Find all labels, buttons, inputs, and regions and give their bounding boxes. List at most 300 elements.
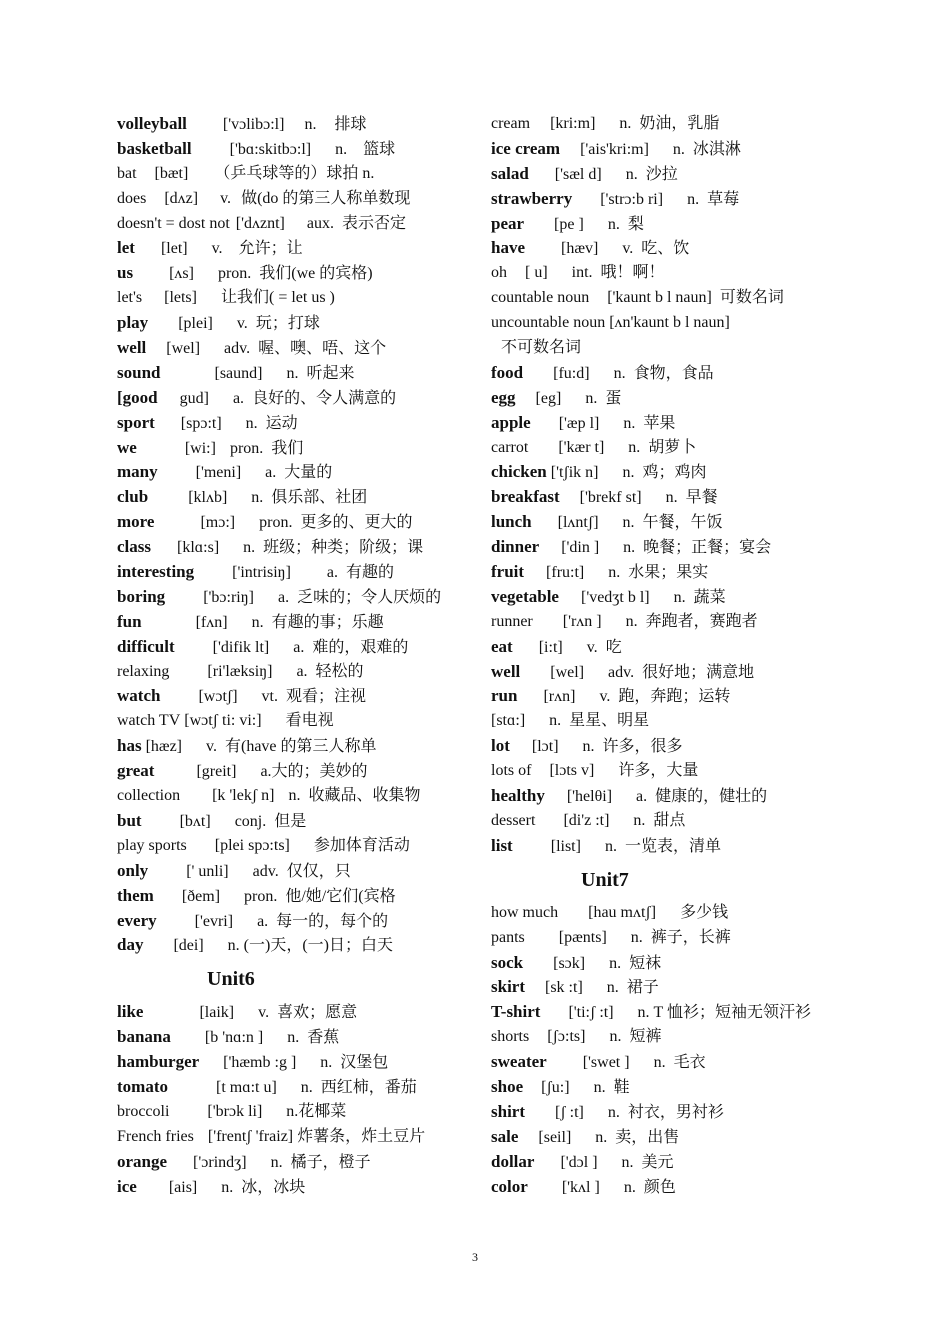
vocab-phonetic: [hæz] <box>145 738 183 756</box>
vocab-entry <box>117 610 477 635</box>
vocab-word: sock <box>491 952 524 972</box>
vocab-phonetic: [spɔ:t] <box>180 414 222 432</box>
vocab-word: only <box>117 860 149 880</box>
vocab-entry <box>491 926 851 951</box>
vocab-entry <box>117 236 477 261</box>
vocab-entry <box>117 784 477 809</box>
vocab-word: many <box>117 462 158 482</box>
vocab-word: more <box>117 512 155 532</box>
unit7-heading: Unit7 <box>581 868 629 891</box>
vocab-phonetic: ['kʌl ] <box>561 1178 600 1196</box>
vocab-entry <box>117 510 477 535</box>
vocab-phonetic: [ri'læksiŋ] <box>207 662 273 680</box>
vocab-meaning: 可数名词 <box>719 289 784 307</box>
vocab-entry <box>491 635 851 660</box>
vocab-word: ice <box>117 1176 137 1196</box>
vocab-part-of-speech: a. <box>277 588 290 606</box>
vocab-meaning: 鸡；鸡肉 <box>642 464 707 482</box>
vocab-word: play sports <box>117 836 187 854</box>
vocab-entry <box>117 460 477 485</box>
vocab-entry <box>117 137 477 162</box>
vocab-entry <box>491 311 851 336</box>
vocab-word: let <box>117 238 135 258</box>
vocab-meaning: 多少钱 <box>680 903 729 921</box>
vocab-entry <box>491 1150 851 1175</box>
vocab-entry <box>491 162 851 187</box>
vocab-word: run <box>491 686 518 706</box>
vocab-meaning: 沙拉 <box>645 165 678 183</box>
vocab-entry <box>491 436 851 461</box>
unit6-vocab-list <box>117 1000 477 1199</box>
vocab-phonetic: ['brekf st] <box>579 489 642 507</box>
vocab-entry <box>117 734 477 759</box>
vocab-part-of-speech: n. <box>288 787 301 805</box>
vocab-part-of-speech: v. <box>236 315 248 333</box>
vocab-part-of-speech: a. <box>257 912 269 930</box>
vocab-meaning: 午餐，午饭 <box>642 514 723 532</box>
vocab-part-of-speech: n. <box>604 837 617 855</box>
vocab-meaning: 食物，食品 <box>633 364 714 382</box>
vocab-phonetic: [sk :t] <box>545 979 583 997</box>
vocab-part-of-speech: n. <box>286 364 299 382</box>
vocab-phonetic: ['vɔlibɔ:l] <box>222 116 285 133</box>
vocab-entry <box>117 286 477 311</box>
vocab-phonetic: [let] <box>160 240 188 258</box>
vocab-word: uncountable noun <box>491 314 606 332</box>
vocab-phonetic: [klʌb] <box>188 489 228 507</box>
vocab-meaning: 吃 <box>605 638 622 656</box>
vocab-word: sound <box>117 362 161 382</box>
vocab-word: but <box>117 810 142 830</box>
vocab-entry <box>117 261 477 286</box>
vocab-entry <box>117 336 477 361</box>
unit5-vocab-list <box>117 112 477 958</box>
vocab-meaning: T 恤衫；短袖无领汗衫 <box>653 1004 812 1022</box>
vocab-part-of-speech: int. <box>571 264 593 282</box>
vocab-meaning: 有趣的 <box>346 564 395 582</box>
vocab-word: well <box>117 338 147 358</box>
vocab-phonetic: [hau mʌtʃ] <box>588 903 657 921</box>
vocab-word: orange <box>117 1151 168 1171</box>
vocab-phonetic: [list] <box>550 837 581 855</box>
vocab-word: difficult <box>117 636 175 656</box>
vocab-part-of-speech: n. <box>653 1054 666 1072</box>
vocab-meaning: 衬衣，男衬衫 <box>627 1103 724 1121</box>
vocab-word: shorts <box>491 1028 530 1046</box>
vocab-part-of-speech: n. <box>613 364 626 382</box>
vocab-part-of-speech: a. <box>293 638 305 656</box>
vocab-meaning: 蔬菜 <box>693 588 726 606</box>
vocab-entry <box>491 759 851 784</box>
vocab-word: pear <box>491 213 525 233</box>
vocab-word: day <box>117 935 144 955</box>
vocab-meaning: 做(do 的第三人称单数现 <box>241 189 411 207</box>
vocab-phonetic: ['hæmb :g ] <box>223 1054 297 1072</box>
vocab-entry <box>117 759 477 784</box>
vocab-meaning: 良好的、令人满意的 <box>252 389 397 407</box>
vocab-part-of-speech: n. <box>227 937 240 955</box>
vocab-word: sale <box>491 1126 519 1146</box>
vocab-word: shoe <box>491 1076 524 1096</box>
vocab-phonetic: [wel] <box>550 663 585 681</box>
vocab-part-of-speech: v. <box>220 189 232 207</box>
vocab-meaning: 汉堡包 <box>340 1054 389 1072</box>
vocab-phonetic: [rʌn] <box>543 688 576 706</box>
vocab-part-of-speech: n. <box>623 414 636 432</box>
vocab-part-of-speech: vt. <box>261 688 278 706</box>
vocab-part-of-speech: a. <box>232 389 245 407</box>
vocab-entry <box>117 162 477 187</box>
vocab-meaning: 哦！啊！ <box>600 264 665 282</box>
vocab-entry <box>117 361 477 386</box>
vocab-part-of-speech: v. <box>622 240 634 258</box>
vocab-meaning: 他/她/它们(宾格 <box>285 887 396 905</box>
vocab-part-of-speech: pron. <box>217 265 252 283</box>
vocab-phonetic: ['ais'kri:m] <box>580 140 649 158</box>
vocab-phonetic: ['kaunt b l naun] <box>607 289 712 307</box>
vocab-phonetic: ['æp l] <box>558 414 600 432</box>
vocab-entry <box>117 436 477 461</box>
vocab-word: lots of <box>491 762 532 780</box>
vocab-meaning: 西红柿，番茄 <box>320 1078 417 1096</box>
vocab-part-of-speech: v. <box>599 688 611 706</box>
vocab-phonetic: ['vedʒt b l] <box>580 588 650 606</box>
vocab-meaning: 我们 <box>271 439 304 457</box>
vocab-word: collection <box>117 787 181 805</box>
vocab-phonetic: ['dɔl ] <box>560 1153 598 1171</box>
vocab-meaning: 很好地；满意地 <box>642 663 755 681</box>
vocab-phonetic: ['strɔ:b ri] <box>600 190 664 208</box>
vocab-word: healthy <box>491 786 545 806</box>
vocab-phonetic: [hæv] <box>561 240 599 258</box>
vocab-phonetic: [fru:t] <box>546 564 585 582</box>
vocab-meaning: 冰淇淋 <box>692 140 741 158</box>
vocab-phonetic: [ʃ :t] <box>555 1103 584 1121</box>
vocab-entry <box>117 1125 477 1150</box>
vocab-word: lot <box>491 736 510 756</box>
vocab-entry <box>117 635 477 660</box>
vocab-meaning: 收藏品、收集物 <box>308 787 421 805</box>
vocab-phonetic: [ðem] <box>181 887 221 905</box>
vocab-entry <box>117 560 477 585</box>
vocab-meaning: 短裤 <box>629 1028 662 1046</box>
vocab-word: basketball <box>117 138 192 158</box>
vocab-part-of-speech: n. <box>549 712 562 730</box>
vocab-phonetic: ['swet ] <box>582 1054 630 1072</box>
vocab-meaning: 轻松的 <box>315 662 364 680</box>
vocab-word: hamburger <box>117 1052 200 1072</box>
vocab-word: watch <box>117 686 161 706</box>
vocab-phonetic: [ʌs] <box>169 265 194 283</box>
vocab-phonetic: [t mɑ:t u] <box>215 1078 277 1096</box>
vocab-meaning: 大的；美妙的 <box>271 763 368 781</box>
vocab-entry <box>117 386 477 411</box>
vocab-meaning: 不可数名词 <box>501 339 582 357</box>
vocab-phonetic: [dei] <box>173 937 204 955</box>
vocab-meaning: 但是 <box>274 812 307 830</box>
vocab-part-of-speech: v. <box>586 638 598 656</box>
vocab-phonetic: [wi:] <box>184 439 216 457</box>
unit7-vocab-list <box>491 901 851 1200</box>
vocab-meaning: 毛衣 <box>673 1054 706 1072</box>
vocab-phonetic: ['meni] <box>195 464 242 482</box>
vocab-entry <box>117 187 477 212</box>
vocab-word: interesting <box>117 562 195 582</box>
vocab-part-of-speech: n. <box>672 140 685 158</box>
vocab-part-of-speech: a. <box>326 564 339 582</box>
vocab-entry <box>491 386 851 411</box>
vocab-meaning: 健康的，健壮的 <box>655 788 768 806</box>
vocab-word: egg <box>491 387 516 407</box>
vocab-part-of-speech: a. <box>636 788 648 806</box>
unit6-vocab-list-continued <box>491 112 851 859</box>
vocab-part-of-speech: n. <box>625 165 638 183</box>
vocab-meaning: 星星、明星 <box>569 712 650 730</box>
vocab-meaning: 大量的 <box>284 464 333 482</box>
vocab-part-of-speech: n. <box>245 414 258 432</box>
vocab-word: doesn't = dost not <box>117 214 230 232</box>
vocab-meaning: 橘子，橙子 <box>290 1153 371 1171</box>
vocab-word: color <box>491 1176 528 1196</box>
vocab-entry <box>117 834 477 859</box>
vocab-phonetic: [eg] <box>535 389 562 407</box>
vocab-entry <box>491 236 851 261</box>
vocab-meaning: 草莓 <box>707 190 740 208</box>
vocab-phonetic: [lɔts v] <box>549 762 595 780</box>
vocab-entry <box>491 1050 851 1075</box>
vocab-word: class <box>117 537 151 557</box>
vocab-word: has <box>117 736 142 756</box>
vocab-part-of-speech: n. <box>665 489 678 507</box>
vocab-meaning: 美元 <box>641 1153 674 1171</box>
vocab-word: boring <box>117 586 166 606</box>
vocab-entry <box>117 809 477 834</box>
vocab-phonetic: [fʌn] <box>195 613 228 631</box>
vocab-entry <box>117 660 477 685</box>
vocab-phonetic: [sɔk] <box>553 954 586 972</box>
vocab-meaning: 我们(we 的宾格) <box>259 265 373 283</box>
vocab-part-of-speech: n. <box>623 1178 636 1196</box>
vocab-phonetic: [b 'nɑ:n ] <box>204 1029 264 1047</box>
vocab-entry <box>117 884 477 909</box>
vocab-entry <box>491 975 851 1000</box>
vocab-part-of-speech: n. <box>687 190 700 208</box>
vocab-entry <box>491 361 851 386</box>
vocab-phonetic: [' unli] <box>186 862 229 880</box>
vocab-phonetic: [lets] <box>164 289 197 307</box>
vocab-word: we <box>117 437 137 457</box>
vocab-phonetic: [seil] <box>538 1128 572 1146</box>
vocab-word: them <box>117 885 154 905</box>
vocab-part-of-speech: n. <box>304 116 317 133</box>
vocab-word: [good <box>117 387 158 407</box>
left-column <box>117 112 477 1199</box>
vocab-meaning: 看电视 <box>285 712 334 730</box>
vocab-meaning: 每一的，每个的 <box>276 912 389 930</box>
vocab-part-of-speech: n. <box>608 564 621 582</box>
vocab-phonetic: [fu:d] <box>553 364 590 382</box>
vocab-part-of-speech: n. <box>287 1029 300 1047</box>
vocab-entry <box>491 1175 851 1200</box>
vocab-phonetic: [kri:m] <box>550 115 596 132</box>
vocab-entry <box>491 809 851 834</box>
vocab-part-of-speech: n. <box>630 928 643 946</box>
vocab-word: skirt <box>491 977 525 997</box>
vocab-part-of-speech: n. <box>221 1178 234 1196</box>
vocab-phonetic: ['din ] <box>561 539 600 557</box>
vocab-part-of-speech: n. <box>335 140 348 158</box>
vocab-meaning: 许多，大量 <box>618 762 699 780</box>
vocab-meaning: 卖，出售 <box>615 1128 680 1146</box>
vocab-entry <box>491 460 851 485</box>
vocab-entry <box>117 1175 477 1200</box>
vocab-word: like <box>117 1002 144 1022</box>
vocab-entry <box>117 112 477 137</box>
vocab-entry <box>117 684 477 709</box>
vocab-part-of-speech: n. <box>606 979 619 997</box>
vocab-entry <box>491 951 851 976</box>
vocab-word: shirt <box>491 1101 525 1121</box>
vocab-word: T-shirt <box>491 1002 541 1022</box>
vocab-entry <box>117 585 477 610</box>
right-column <box>491 112 851 1199</box>
vocab-phonetic: [pænts] <box>558 928 607 946</box>
vocab-meaning: 甜点 <box>653 811 686 829</box>
vocab-part-of-speech: n. <box>607 215 620 233</box>
vocab-entry <box>117 1025 477 1050</box>
vocab-phonetic: [k 'lekʃ n] <box>212 787 275 805</box>
vocab-part-of-speech: n. <box>609 954 622 972</box>
vocab-meaning: 喜欢；愿意 <box>277 1004 358 1022</box>
vocab-meaning: 参加体育活动 <box>313 836 410 854</box>
vocab-phonetic: ['frentʃ 'fraiz] <box>207 1127 294 1145</box>
vocab-phonetic: [laik] <box>199 1004 235 1022</box>
vocab-word: sport <box>117 412 155 432</box>
vocab-word: salad <box>491 163 529 183</box>
vocab-word: chicken <box>491 462 547 482</box>
vocab-entry <box>117 709 477 734</box>
vocab-meaning: 难的，艰难的 <box>312 638 409 656</box>
vocab-phonetic: ['bɔ:riŋ] <box>203 588 254 606</box>
vocab-meaning: 班级；种类；阶级；课 <box>263 539 424 557</box>
vocab-word: every <box>117 910 157 930</box>
vocab-phonetic: [plei] <box>178 315 213 333</box>
vocab-word: fruit <box>491 562 525 582</box>
vocab-entry <box>491 901 851 926</box>
vocab-word: runner <box>491 612 533 630</box>
vocab-word: how much <box>491 903 559 921</box>
vocab-phonetic: [wel] <box>166 340 201 358</box>
vocab-phonetic: [lɔt] <box>531 738 559 756</box>
vocab-phonetic: ['ɔrindʒ] <box>193 1153 247 1171</box>
vocab-word: have <box>491 238 525 258</box>
vocab-meaning: 排球 <box>334 116 367 133</box>
vocab-word: oh <box>491 264 507 282</box>
vocab-part-of-speech: v. <box>258 1004 270 1022</box>
vocab-entry <box>117 411 477 436</box>
vocab-part-of-speech: n. <box>673 588 686 606</box>
vocab-word: food <box>491 362 524 382</box>
vocab-word: cream <box>491 115 531 132</box>
vocab-phonetic: [ʌn'kaunt b l naun] <box>609 314 730 332</box>
vocab-phonetic: [dʌz] <box>164 189 199 207</box>
vocab-meaning: 颜色 <box>643 1178 676 1196</box>
vocab-part-of-speech: n. <box>637 1004 650 1022</box>
vocab-part-of-speech: n. <box>585 389 598 407</box>
vocab-entry <box>117 1050 477 1075</box>
vocab-word: lunch <box>491 512 532 532</box>
vocab-entry <box>117 859 477 884</box>
vocab-word: dollar <box>491 1151 535 1171</box>
vocab-entry <box>491 1125 851 1150</box>
vocab-part-of-speech: aux. <box>306 214 334 232</box>
vocab-part-of-speech: pron. <box>244 887 278 905</box>
vocab-phonetic: [mɔ:] <box>200 514 236 532</box>
vocab-part-of-speech: n. <box>623 539 636 557</box>
vocab-phonetic: [ u] <box>525 264 548 282</box>
vocab-word: relaxing <box>117 662 170 680</box>
vocab-entry <box>491 1100 851 1125</box>
vocab-entry <box>491 1000 851 1025</box>
vocab-entry <box>491 560 851 585</box>
vocab-meaning: 晚餐；正餐；宴会 <box>643 539 772 557</box>
vocab-phonetic: ['kær t] <box>558 438 605 456</box>
vocab-entry <box>491 684 851 709</box>
vocab-meaning: 俱乐部、社团 <box>271 489 368 507</box>
vocab-meaning: 玩；打球 <box>255 315 320 333</box>
vocab-word: well <box>491 661 521 681</box>
vocab-meaning: 短袜 <box>629 954 662 972</box>
vocab-meaning: 有趣的事；乐趣 <box>271 613 384 631</box>
page-number: 3 <box>472 1250 478 1264</box>
vocab-word: broccoli <box>117 1102 170 1120</box>
vocab-meaning: 早餐 <box>685 489 718 507</box>
vocab-part-of-speech: v. <box>211 240 223 258</box>
vocab-part-of-speech: n. <box>621 1153 634 1171</box>
vocab-part-of-speech: pron. <box>259 514 293 532</box>
vocab-part-of-speech: n. <box>628 438 641 456</box>
vocab-word: volleyball <box>117 114 187 133</box>
vocab-entry <box>491 784 851 809</box>
vocab-word: countable noun <box>491 289 590 307</box>
vocab-entry <box>491 834 851 859</box>
vocab-phonetic: [plei spɔ:ts] <box>214 836 290 854</box>
vocab-entry <box>117 933 477 958</box>
vocab-phonetic: gud] <box>179 389 209 407</box>
vocab-phonetic: ['difik lt] <box>212 638 270 656</box>
vocab-phonetic: [saund] <box>214 364 263 382</box>
vocab-part-of-speech: conj. <box>234 812 267 830</box>
vocab-meaning: (一)天，(一)日；白天 <box>243 937 393 955</box>
vocab-meaning: 让我们( = let us ) <box>220 289 335 307</box>
vocab-meaning: 有(have 的第三人称单 <box>224 738 377 756</box>
vocab-meaning: （乒乓球等的）球拍 n. <box>214 164 375 182</box>
vocab-entry <box>491 610 851 635</box>
vocab-word: breakfast <box>491 487 560 507</box>
vocab-meaning: 花椰菜 <box>298 1102 347 1120</box>
vocab-entry <box>491 411 851 436</box>
vocab-part-of-speech: n. <box>251 489 264 507</box>
vocab-phonetic: [lʌntʃ] <box>557 514 599 532</box>
unit6-heading: Unit6 <box>207 968 255 991</box>
vocab-entry <box>491 336 851 361</box>
vocab-word: great <box>117 761 155 781</box>
vocab-meaning: 奔跑者，赛跑者 <box>645 612 758 630</box>
vocab-part-of-speech: adv. <box>224 340 251 358</box>
vocab-phonetic: ['intrisiŋ] <box>232 564 291 582</box>
vocab-entry <box>491 261 851 286</box>
vocab-entry <box>491 187 851 212</box>
